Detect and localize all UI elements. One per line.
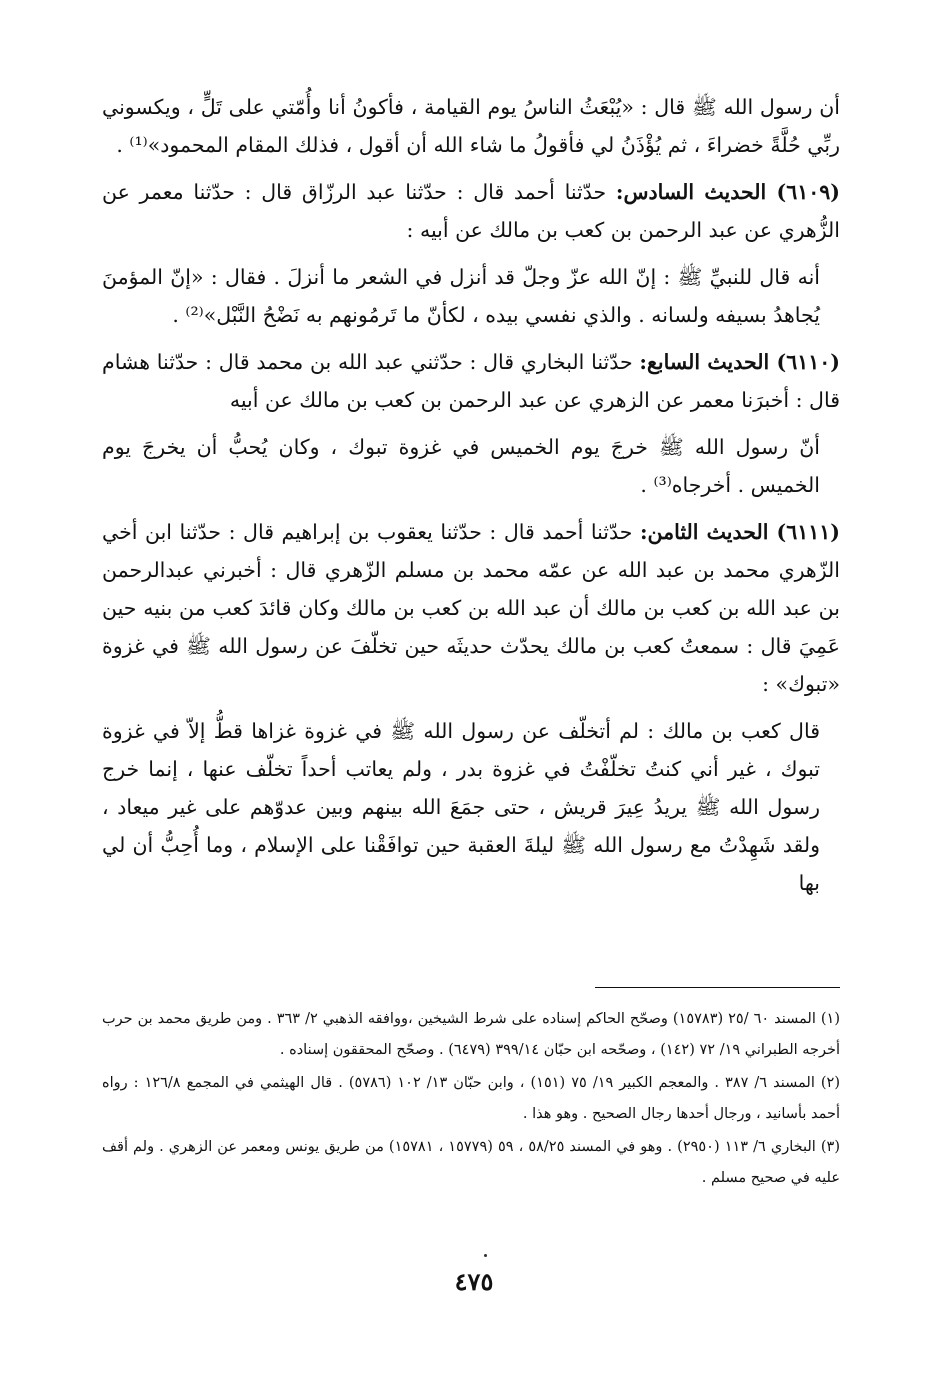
footnote: (٣) البخاري ٦/ ١١٣ (٢٩٥٠) . وهو في المسند ٥٨/٢٥ ، ٥٩ (١٥٧٧٩ ، ١٥٧٨١) من طريق يونس ومعمر عن الزهري . ولم أقف عليه في صحيح مسلم .: [102, 1139, 840, 1186]
page-number: ٤٧٥: [454, 1267, 494, 1296]
paragraph: أن رسول الله ﷺ قال : «يُبْعَثُ الناسُ يوم القيامة ، فأكونُ أنا وأُمّتي على تَلٍّ ، ويكسوني ربِّي حُلَّةً خضراءَ ، ثم يُؤْذَنُ لي فأقولُ ما شاء الله أن أقول ، فذلك المقام المحمود»⁽¹⁾ .: [102, 95, 840, 157]
hadith-paragraph: (٦١١٠) الحديث السابع: حدّثنا البخاري قال : حدّثني عبد الله بن محمد قال : حدّثنا هشام قال : أخبرَنا معمر عن الزهري عن عبد الرحمن بن كعب بن مالك عن أبيه: [102, 350, 840, 412]
paragraph: أنّ رسول الله ﷺ خرجَ يوم الخميس في غزوة تبوك ، وكان يُحبُّ أن يخرجَ يوم الخميس . أخرجاه⁽³⁾ .: [102, 435, 820, 497]
ink-dot: [484, 1254, 487, 1257]
paragraph: قال كعب بن مالك : لم أتخلّف عن رسول الله ﷺ في غزوة غزاها قطُّ إلاّ في غزوة تبوك ، غير أني كنتُ تخلّفْتُ في غزوة بدر ، ولم يعاتب أحداً تخلّف عنها ، إنما خرج رسول الله ﷺ يريدُ عِيرَ قريش ، حتى جمَعَ الله بينهم وبين عدوّهم على غير ميعاد ، ولقد شَهِدْتُ مع رسول الله ﷺ ليلةَ العقبة حين توافَقْنا على الإسلام ، وما أُحِبُّ أن لي بها: [102, 719, 820, 895]
paragraph: أنه قال للنبيِّ ﷺ : إنّ الله عزّ وجلّ قد أنزل في الشعر ما أنزلَ . فقال : «إنّ المؤمنَ يُجاهدُ بسيفه ولسانه . والذي نفسي بيده ، لكأنّ ما تَرمُونهم به نَضْحُ النَّبْل»⁽²⁾ .: [102, 265, 820, 327]
hadith-paragraph: (٦١٠٩) الحديث السادس: حدّثنا أحمد قال : حدّثنا عبد الرزّاق قال : حدّثنا معمر عن الزُّهري عن عبد الرحمن بن كعب بن مالك عن أبيه :: [102, 180, 840, 242]
main-text: [102, 88, 840, 911]
footnote: (٢) المسند ٦/ ٣٨٧ . والمعجم الكبير ١٩/ ٧٥ (١٥١) ، وابن حبّان ١٣/ ١٠٢ (٥٧٨٦) . قال الهيثمي في المجمع ١٢٦/٨ : رواه أحمد بأسانيد ، ورجال أحدها رجال الصحيح . وهو هذا .: [102, 1075, 840, 1122]
footnote: (١) المسند ٦٠ /٢٥ (١٥٧٨٣) وصحّح الحاكم إسناده على شرط الشيخين ،ووافقه الذهبي ٢/ ٣٦٣ . ومن طريق محمد بن حرب أخرجه الطبراني ١٩/ ٧٢ (١٤٢) ، وصحّحه ابن حبّان ٣٩٩/١٤ (٦٤٧٩) . وصحّح المحققون إسناده .: [102, 1011, 840, 1058]
hadith-heading: (٦١١٠) الحديث السابع:: [639, 350, 840, 374]
hadith-paragraph: (٦١١١) الحديث الثامن: حدّثنا أحمد قال : حدّثنا يعقوب بن إبراهيم قال : حدّثنا ابن أخي الزّهري محمد بن عبد الله عن عمّه محمد بن مسلم الزّهري قال : أخبرني عبدالرحمن بن عبد الله بن كعب بن مالك أن عبد الله بن كعب بن مالك وكان قائدَ كعب من بنيه حين عَمِيَ قال : سمعتُ كعب بن مالك يحدّث حديثَه حين تخلّفَ عن رسول الله ﷺ في غزوة «تبوك» :: [102, 520, 840, 696]
footnotes: [102, 1004, 840, 1196]
hadith-heading: (٦١١١) الحديث الثامن:: [639, 520, 840, 544]
hadith-heading: (٦١٠٩) الحديث السادس:: [615, 180, 840, 204]
footnote-divider: [595, 987, 840, 988]
